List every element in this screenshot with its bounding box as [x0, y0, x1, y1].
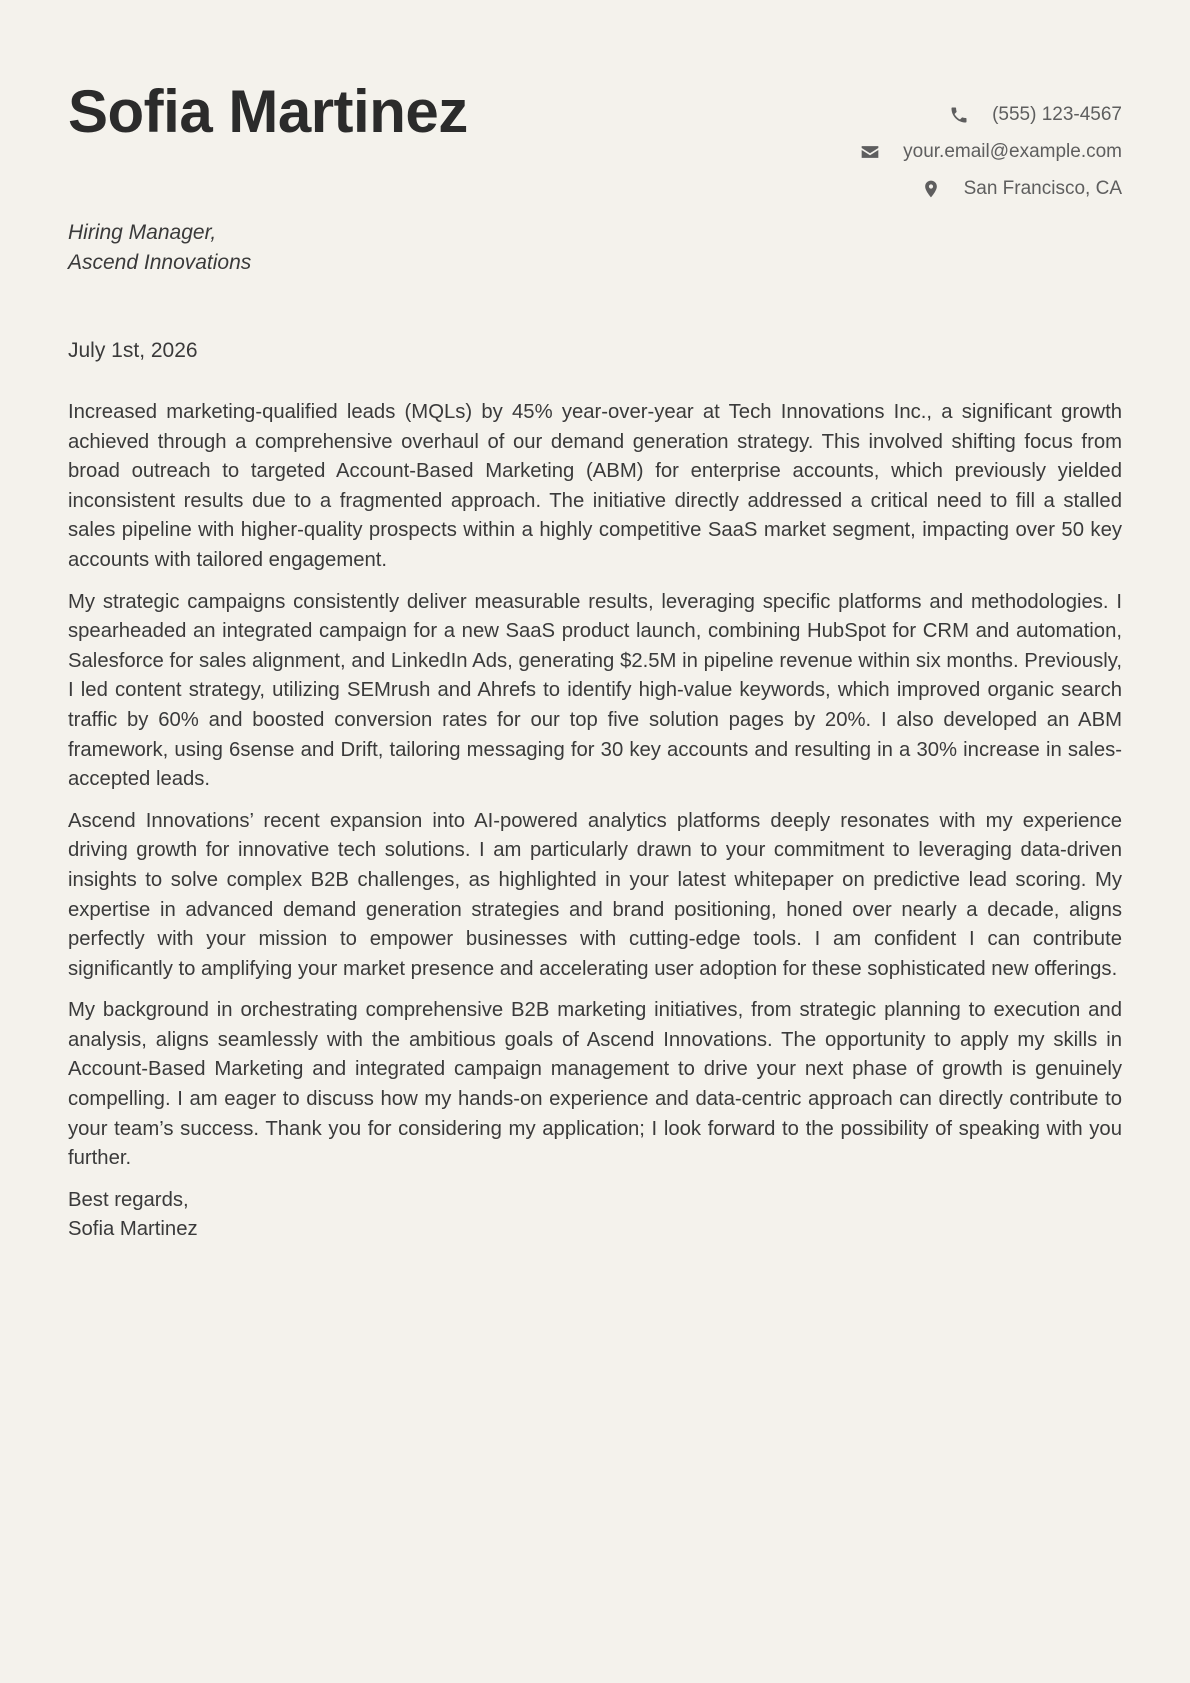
- map-pin-icon: [920, 178, 942, 200]
- contact-info: [859, 96, 1122, 207]
- contact-phone: [859, 96, 1122, 133]
- letter-header: [68, 0, 1122, 200]
- closing-salutation: Best regards,: [68, 1188, 189, 1211]
- contact-email: [859, 133, 1122, 170]
- body-paragraph: Ascend Innovations’ recent expansion into AI-powered analytics platforms deeply resonates with my experience driving growth for innovative tech solutions. I am particularly drawn to your commitment to leveraging data-driven insights to solve complex B2B challenges, as highlighted in your latest whitepaper on predictive lead scoring. My expertise in advanced demand generation strategies and brand positioning, honed over nearly a decade, aligns perfectly with your mission to empower businesses with cutting-edge tools. I am confident I can contribute significantly to amplifying your market presence and accelerating user adoption for these sophisticated new offerings.: [68, 809, 1122, 980]
- letter-date: July 1st, 2026: [68, 339, 198, 362]
- envelope-icon: [859, 141, 881, 163]
- phone-icon: [948, 104, 970, 126]
- recipient-company: Ascend Innovations: [68, 251, 252, 274]
- applicant-name: Sofia Martinez: [68, 78, 468, 145]
- contact-location: [859, 170, 1122, 207]
- recipient-block: [68, 218, 1122, 278]
- location-text: San Francisco, CA: [963, 177, 1122, 199]
- recipient-title: Hiring Manager,: [68, 221, 217, 244]
- closing-signature: Sofia Martinez: [68, 1218, 198, 1241]
- body-paragraph: Increased marketing-qualified leads (MQLs) by 45% year-over-year at Tech Innovations Inc., a significant growth achieved through a comprehensive overhaul of our demand generation strategy. This involved shifting focus from broad outreach to targeted Account-Based Marketing (ABM) for enterprise accounts, which previously yielded inconsistent results due to a fragmented approach. The initiative directly addressed a critical need to fill a stalled sales pipeline with higher-quality prospects within a highly competitive SaaS market segment, impacting over 50 key accounts with tailored engagement.: [68, 401, 1122, 571]
- body-paragraph: My background in orchestrating comprehensive B2B marketing initiatives, from strategic planning to execution and analysis, aligns seamlessly with the ambitious goals of Ascend Innovations. The opportunity to apply my skills in Account-Based Marketing and integrated campaign management to drive your next phase of growth is genuinely compelling. I am eager to discuss how my hands-on experience and data-centric approach can directly contribute to your team’s success. Thank you for considering my application; I look forward to the possibility of speaking with you further.: [68, 999, 1122, 1170]
- letter-closing: [68, 1186, 1122, 1245]
- body-paragraph: My strategic campaigns consistently deliver measurable results, leveraging specific platforms and methodologies. I spearheaded an integrated campaign for a new SaaS product launch, combining HubSpot for CRM and automation, Salesforce for sales alignment, and LinkedIn Ads, generating $2.5M in pipeline revenue within six months. Previously, I led content strategy, utilizing SEMrush and Ahrefs to identify high-value keywords, which improved organic search traffic by 60% and boosted conversion rates for our top five solution pages by 20%. I also developed an ABM framework, using 6sense and Drift, tailoring messaging for 30 key accounts and resulting in a 30% increase in sales-accepted leads.: [68, 590, 1122, 791]
- letter-body: [68, 398, 1122, 1174]
- email-text: your.email@example.com: [903, 140, 1122, 162]
- phone-text: (555) 123-4567: [992, 103, 1122, 125]
